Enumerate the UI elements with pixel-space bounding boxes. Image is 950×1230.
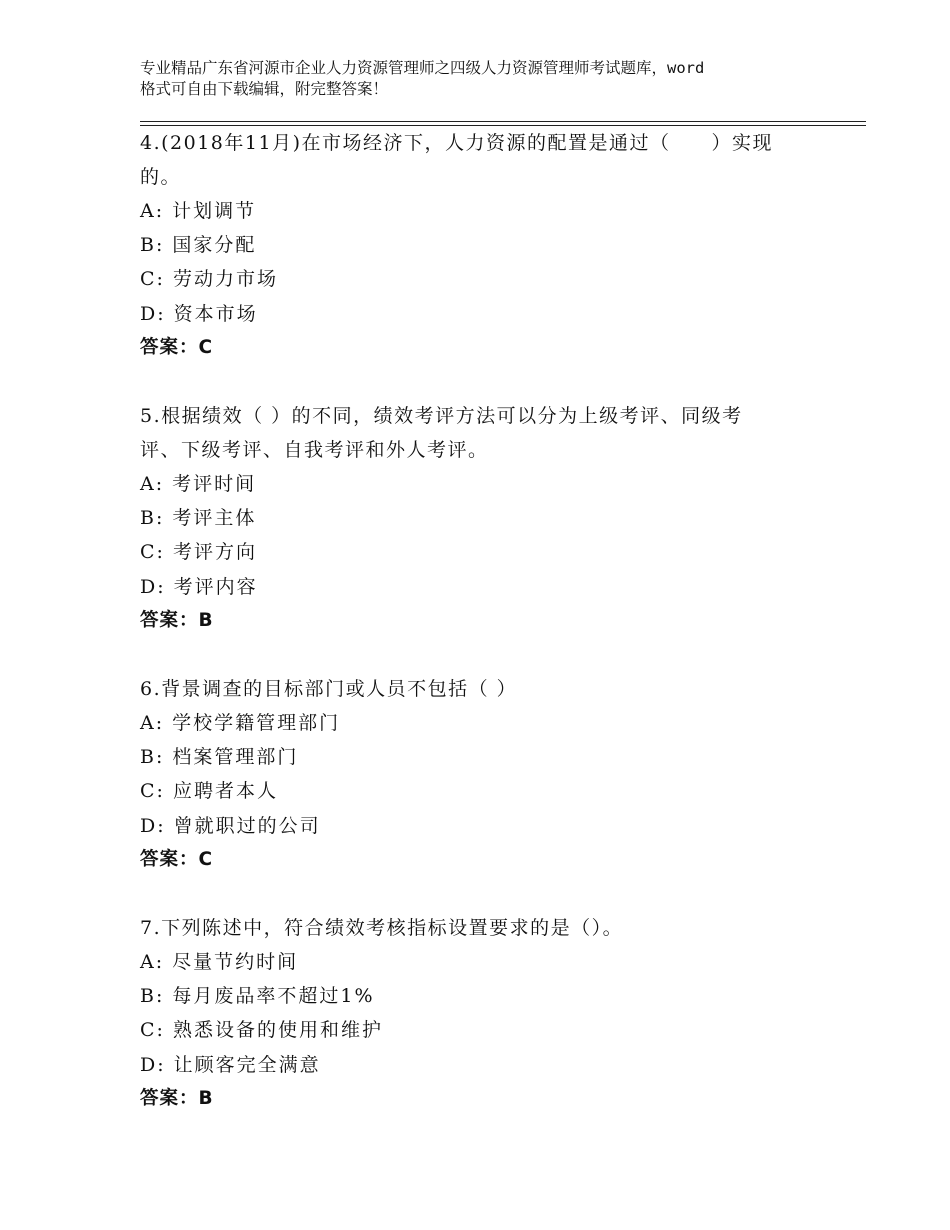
answer: 答案：C xyxy=(140,848,214,870)
option-c: C: 劳动力市场 xyxy=(140,268,278,291)
question-stem-line: 6.背景调查的目标部门或人员不包括（ ） xyxy=(140,678,518,700)
answer: 答案：C xyxy=(140,336,214,358)
option-b: B: 国家分配 xyxy=(140,234,257,257)
option-d: D: 曾就职过的公司 xyxy=(140,814,321,837)
option-b: B: 考评主体 xyxy=(140,507,257,530)
question-7 xyxy=(140,911,800,1116)
question-stem-line: 5.根据绩效（ ）的不同，绩效考评方法可以分为上级考评、同级考 xyxy=(140,405,743,427)
question-4 xyxy=(140,126,800,365)
option-d: D: 资本市场 xyxy=(140,302,258,325)
option-b: B: 档案管理部门 xyxy=(140,746,299,769)
option-d: D: 让顾客完全满意 xyxy=(140,1053,321,1076)
header-line-2: 格式可自由下载编辑，附完整答案！ xyxy=(140,80,389,98)
option-c: C: 熟悉设备的使用和维护 xyxy=(140,1019,383,1042)
question-stem-line: 4.(2018年11月)在市场经济下，人力资源的配置是通过（ ）实现 xyxy=(140,132,773,154)
header-divider-top xyxy=(140,121,866,122)
answer: 答案：B xyxy=(140,1087,214,1109)
option-a: A: 学校学籍管理部门 xyxy=(140,712,341,734)
question-stem-line: 评、下级考评、自我考评和外人考评。 xyxy=(140,439,489,461)
question-5 xyxy=(140,399,800,638)
option-a: A: 尽量节约时间 xyxy=(140,951,299,973)
question-6 xyxy=(140,672,800,877)
header-line-1: 专业精品广东省河源市企业人力资源管理师之四级人力资源管理师考试题库，word xyxy=(140,59,705,77)
document-header xyxy=(140,58,840,100)
option-c: C: 应聘者本人 xyxy=(140,780,278,803)
answer: 答案：B xyxy=(140,609,214,631)
option-d: D: 考评内容 xyxy=(140,575,258,598)
option-a: A: 考评时间 xyxy=(140,473,257,495)
option-c: C: 考评方向 xyxy=(140,541,257,564)
question-stem-line: 7.下列陈述中，符合绩效考核指标设置要求的是（）。 xyxy=(140,917,624,939)
option-b: B: 每月废品率不超过1% xyxy=(140,985,375,1008)
option-a: A: 计划调节 xyxy=(140,200,257,222)
question-stem-line: 的。 xyxy=(140,166,182,188)
